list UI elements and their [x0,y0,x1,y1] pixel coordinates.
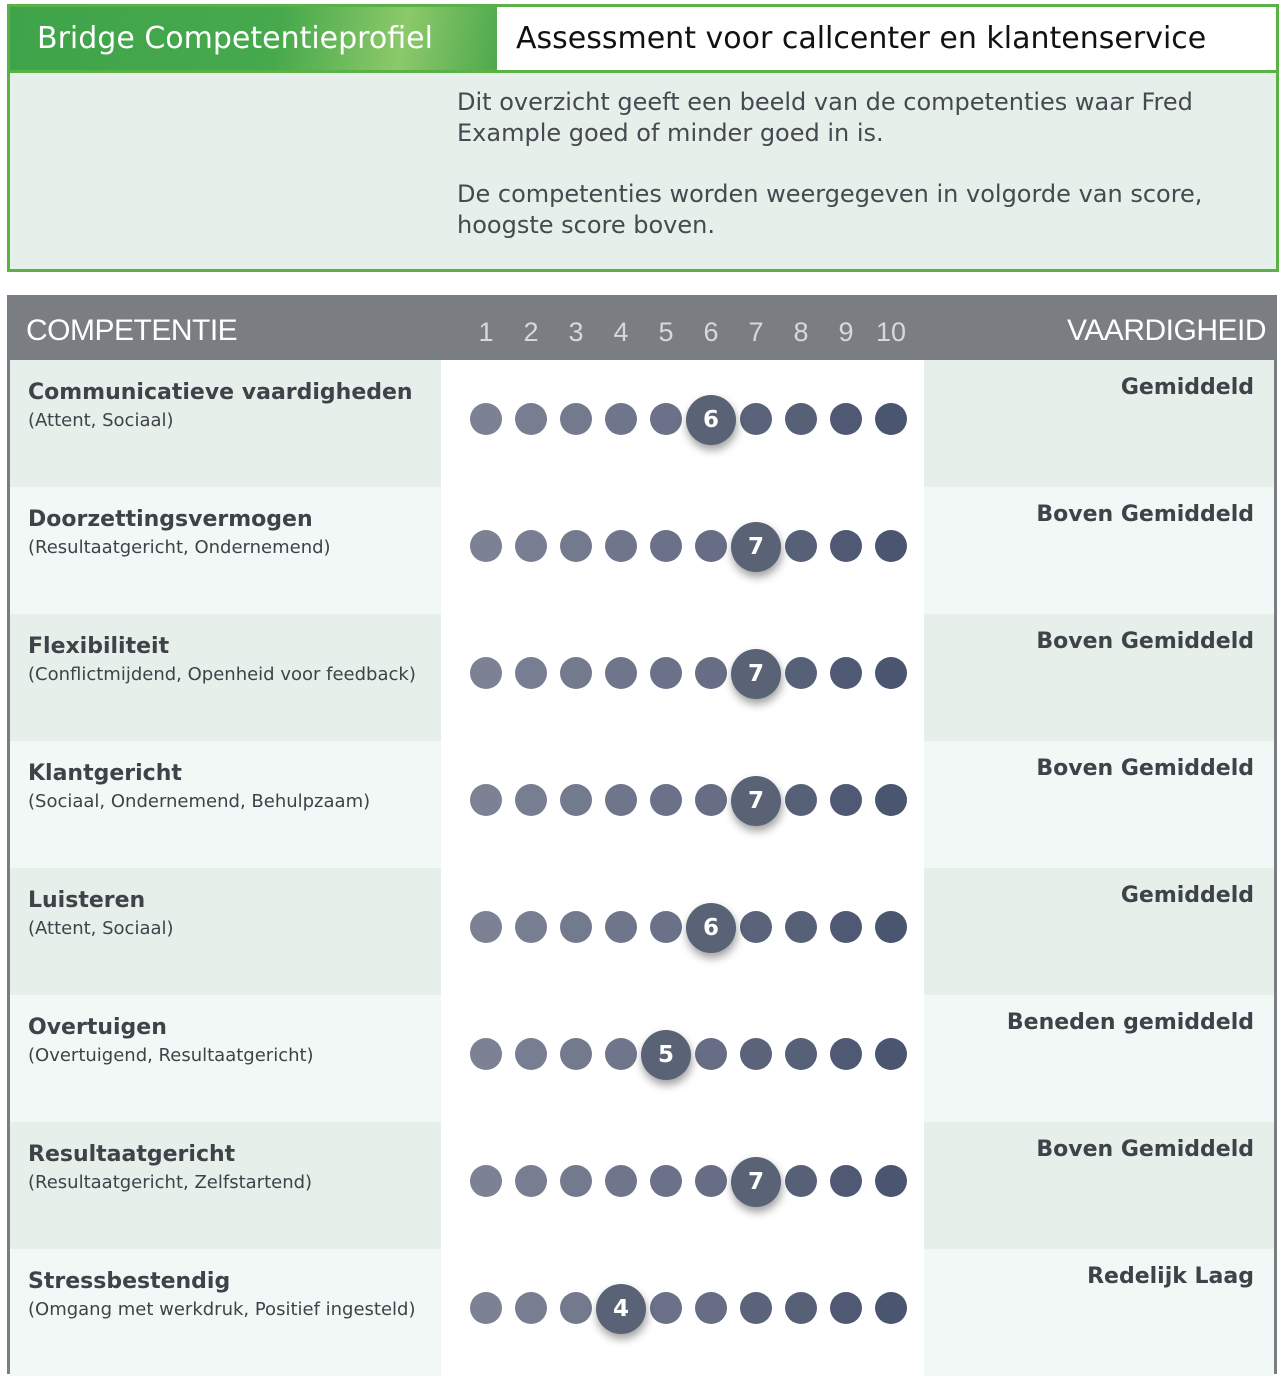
competence-traits: (Attent, Sociaal) [28,918,174,939]
scale-dot-5 [650,530,682,562]
column-header-vaardigheid: VAARDIGHEID [1067,314,1266,347]
table-header [10,298,1274,360]
competence-cell [10,360,441,487]
scale-number-1: 1 [478,317,494,347]
skill-level-cell [924,614,1274,741]
scale-number-10: 10 [875,317,907,347]
scale-number-7: 7 [748,317,764,347]
score-marker: 6 [686,395,736,445]
intro-paragraph-1: Dit overzicht geeft een beeld van de competenties waar Fred Example goed of minder goed in is. [457,88,1193,147]
scale-number-5: 5 [658,317,674,347]
scale-dot-9 [830,784,862,816]
scale-dot-4 [605,1165,637,1197]
scale-number-3: 3 [568,317,584,347]
scale-dot-3 [560,1038,592,1070]
scale-dot-1 [470,911,502,943]
scale-number-6: 6 [703,317,719,347]
scale-dot-3 [560,784,592,816]
scale-dot-6 [695,530,727,562]
competence-cell [10,741,441,868]
competence-name: Klantgericht [28,761,182,786]
scale-dot-10 [875,1038,907,1070]
scale-dot-1 [470,1292,502,1324]
scale-dot-2 [515,403,547,435]
skill-level: Beneden gemiddeld [1006,1010,1254,1035]
scale-dot-9 [830,1165,862,1197]
table-row [10,487,1274,614]
scale-dot-3 [560,1165,592,1197]
competence-name: Doorzettingsvermogen [28,507,313,532]
competence-traits: (Sociaal, Ondernemend, Behulpzaam) [28,791,371,812]
scale-number-9: 9 [838,317,854,347]
skill-level-cell [924,741,1274,868]
scale-dot-10 [875,911,907,943]
scale-dot-3 [560,403,592,435]
scale-dot-2 [515,657,547,689]
competence-cell [10,995,441,1122]
competence-name: Resultaatgericht [28,1142,236,1167]
title-bar [10,7,1276,73]
scale-dot-9 [830,1292,862,1324]
scale-number-2: 2 [523,317,539,347]
skill-level: Boven Gemiddeld [1036,1137,1254,1162]
scale-dot-10 [875,784,907,816]
scale-dot-7 [740,403,772,435]
skill-level-cell [924,360,1274,487]
competence-name: Flexibiliteit [28,634,170,659]
scale-dot-7 [740,1038,772,1070]
competence-traits: (Conflictmijdend, Openheid voor feedback) [28,664,416,685]
scale-dot-9 [830,1038,862,1070]
competence-traits: (Omgang met werkdruk, Positief ingesteld) [28,1299,416,1320]
skill-level: Boven Gemiddeld [1036,502,1254,527]
competence-cell [10,868,441,995]
skill-level-cell [924,995,1274,1122]
brand-title: Bridge Competentieprofiel [10,7,497,70]
scale-dot-10 [875,530,907,562]
scale-dot-2 [515,1038,547,1070]
scale-dot-9 [830,911,862,943]
table-row [10,1122,1274,1249]
skill-level-cell [924,1122,1274,1249]
scale-dot-5 [650,403,682,435]
scale-dot-5 [650,784,682,816]
intro-paragraph-2: De competenties worden weergegeven in volgorde van score, hoogste score boven. [457,180,1203,239]
skill-level: Gemiddeld [1120,375,1254,400]
scale-dot-4 [605,784,637,816]
scale-dot-5 [650,1165,682,1197]
scale-dot-1 [470,1038,502,1070]
score-marker: 5 [641,1030,691,1080]
skill-level-cell [924,868,1274,995]
scale-dot-3 [560,657,592,689]
score-marker: 7 [731,522,781,572]
scale-dot-6 [695,1165,727,1197]
score-marker: 7 [731,776,781,826]
competence-traits: (Attent, Sociaal) [28,410,174,431]
competence-cell [10,1249,441,1376]
scale-dot-4 [605,1038,637,1070]
scale-dot-6 [695,657,727,689]
skill-level-cell [924,1249,1274,1376]
scale-dot-9 [830,403,862,435]
skill-level: Redelijk Laag [1087,1264,1254,1289]
intro-box [7,4,1279,272]
scale-dot-1 [470,784,502,816]
competence-cell [10,614,441,741]
competence-traits: (Resultaatgericht, Zelfstartend) [28,1172,313,1193]
table-row [10,741,1274,868]
scale-dot-10 [875,403,907,435]
table-row [10,868,1274,995]
scale-dot-4 [605,530,637,562]
scale-dot-2 [515,784,547,816]
skill-level: Boven Gemiddeld [1036,629,1254,654]
scale-dot-8 [785,1038,817,1070]
scale-dot-2 [515,530,547,562]
scale-dot-10 [875,657,907,689]
competence-name: Luisteren [28,888,146,913]
scale-dot-5 [650,911,682,943]
scale-dot-9 [830,657,862,689]
table-row [10,1249,1274,1376]
scale-dot-10 [875,1165,907,1197]
scale-dot-1 [470,530,502,562]
scale-dot-4 [605,657,637,689]
scale-dot-6 [695,1038,727,1070]
score-marker: 4 [596,1284,646,1334]
scale-dot-6 [695,784,727,816]
intro-text [457,87,1257,271]
column-header-competentie: COMPETENTIE [26,314,238,347]
competence-cell [10,487,441,614]
scale-dot-1 [470,1165,502,1197]
scale-dot-5 [650,1292,682,1324]
scale-dot-8 [785,530,817,562]
skill-level-cell [924,487,1274,614]
competence-traits: (Overtuigend, Resultaatgericht) [28,1045,314,1066]
skill-level: Gemiddeld [1120,883,1254,908]
scale-dot-6 [695,1292,727,1324]
skill-level: Boven Gemiddeld [1036,756,1254,781]
scale-dot-2 [515,911,547,943]
scale-dot-3 [560,530,592,562]
scale-dot-10 [875,1292,907,1324]
table-row [10,360,1274,487]
scale-dot-4 [605,403,637,435]
scale-dot-8 [785,403,817,435]
scale-dot-3 [560,1292,592,1324]
report-subtitle: Assessment voor callcenter en klantenservice [516,21,1207,56]
competence-name: Overtuigen [28,1015,167,1040]
scale-dot-9 [830,530,862,562]
scale-dot-8 [785,657,817,689]
score-marker: 7 [731,1157,781,1207]
scale-dot-1 [470,403,502,435]
competence-table [7,295,1277,1374]
scale-number-4: 4 [613,317,629,347]
score-marker: 7 [731,649,781,699]
scale-dot-5 [650,657,682,689]
competence-traits: (Resultaatgericht, Ondernemend) [28,537,331,558]
scale-dot-7 [740,911,772,943]
table-row [10,995,1274,1122]
competence-name: Stressbestendig [28,1269,231,1294]
score-marker: 6 [686,903,736,953]
scale-dot-2 [515,1292,547,1324]
scale-dot-8 [785,784,817,816]
scale-dot-8 [785,1165,817,1197]
scale-dot-1 [470,657,502,689]
scale-dot-3 [560,911,592,943]
competence-cell [10,1122,441,1249]
scale-dot-8 [785,1292,817,1324]
scale-dot-2 [515,1165,547,1197]
scale-number-8: 8 [793,317,809,347]
scale-dot-8 [785,911,817,943]
table-row [10,614,1274,741]
scale-dot-7 [740,1292,772,1324]
scale-dot-4 [605,911,637,943]
competence-name: Communicatieve vaardigheden [28,380,413,405]
